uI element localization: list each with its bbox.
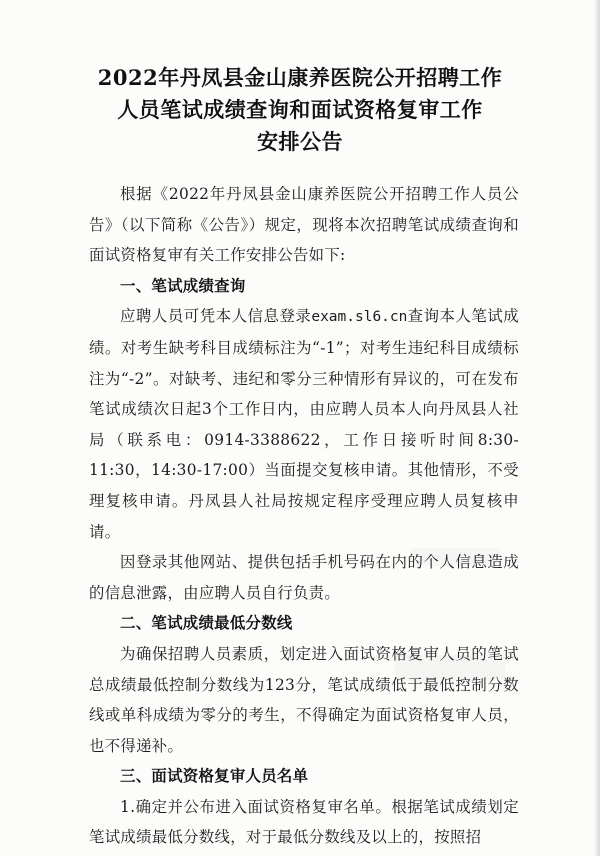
document-body [89, 179, 519, 853]
title-line-3: 安排公告 [257, 129, 343, 154]
exam-url-link[interactable]: exam.sl6.cn [311, 309, 408, 326]
title-line-2: 人员笔试成绩查询和面试资格复审工作 [117, 97, 483, 122]
title-line-1: 2022年丹凤县金山康养医院公开招聘工作 [97, 65, 503, 90]
section-1-text-b: 查询本人笔试成绩。对考生缺考科目成绩标注为“-1”；对考生违纪科目成绩标注为“-2”。对缺考、违纪和零分三种情形有异议的，可在发布笔试成绩次日起3个工作日内，由应聘人员本人向丹凤县人社局（联系电：0914-3388622，工作日接听时间8:30-11:30，14:30-17:00）当面提交复核申请。其他情形，不受理复核申请。丹凤县人社局按规定程序受理应聘人员复核申请。 [89, 307, 519, 541]
section-1-paragraph-2: 因登录其他网站、提供包括手机号码在内的个人信息造成的信息泄露，由应聘人员自行负责。 [89, 553, 519, 602]
section-1-paragraph-1 [89, 301, 519, 547]
page-edge-shadow [594, 0, 600, 856]
section-3-paragraph: 1.确定并公布进入面试资格复审名单。根据笔试成绩划定笔试成绩最低分数线，对于最低分数线及以上的，按照招 [89, 797, 519, 847]
intro-paragraph: 根据《2022年丹凤县金山康养医院公开招聘工作人员公告》（以下简称《公告》）规定，现将本次招聘笔试成绩查询和面试资格复审有关工作安排公告如下: [89, 185, 519, 265]
section-2-paragraph: 为确保招聘人员素质，划定进入面试资格复审人员的笔试总成绩最低控制分数线为123分，笔试成绩低于最低控制分数线或单科成绩为零分的考生，不得确定为面试资格复审人员，也不得递补。 [89, 644, 519, 755]
section-1-heading: 一、笔试成绩查询 [120, 276, 246, 295]
document-title [60, 62, 540, 158]
section-1-text-a: 应聘人员可凭本人信息登录 [120, 307, 312, 326]
section-3-heading: 三、面试资格复审人员名单 [120, 767, 309, 786]
section-2-heading: 二、笔试成绩最低分数线 [120, 614, 293, 633]
